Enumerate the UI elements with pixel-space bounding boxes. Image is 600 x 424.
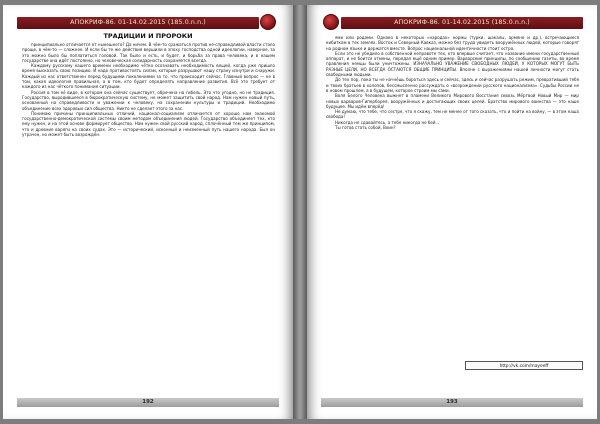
section-title: ТРАДИЦИИ И ПРОРОКИ xyxy=(103,32,193,40)
left-page-header: АПОКРИФ-86. 01-14.02.2015 (185.0.n.n.) xyxy=(17,17,259,29)
paragraph: Если это не убедило в собственной неправоте тех, кто впервые считает, что название имени государственный аппарат, и не боится отмены, передал ещё одним пример. Варварские принципы, по сообщению газеты, во время правления немцы были уничтожены. ИЗНАЧАЛЬНО УВАЖЕНИЕ СВОБОДНЫХ ЛЮДЕЙ, У КОТОРЫХ МОГУТ БЫТЬ РАЗНЫЕ ЦЕЛИ, НО ВСЕГДА ОСТАЮТСЯ ОБЩИЕ ПРИНЦИПЫ. Вполне с выражениями нашей личности могут стать свободными людьми. xyxy=(326,50,579,78)
right-page-header: АПОКРИФ-86. 01-14.02.2015 (185.0.n.n.) xyxy=(341,17,583,29)
book-gutter xyxy=(293,5,307,419)
right-footer-bar xyxy=(321,398,583,407)
paragraph: Россия в том её виде, в котором она сейчас существует, обречена на гибель. Это что угодно, но не традиция. Государство, выродившееся в бюрократическую систему, не может защитить свой народ. Нам нужен новый путь, основанный на справедливости и уважении к человеку, на сохранении культуры и традиций. Необходимо объединение всех здоровых сил общества. Никто не сделает этого за нас. xyxy=(22,89,275,111)
left-body-text xyxy=(22,42,275,390)
page-number: 193 xyxy=(446,399,458,405)
paragraph: Ты готов стать собой, Воин? xyxy=(335,125,396,131)
paragraph: ями или родами. Однако в некоторых «народах» нормы (турки, шакалы, армяне и др.), встречающиеся кибиткам в тех землях. Восток и Северный Кавказ, можно без труда увидеть вооружённых людей, которые говорят на родном языке и держатся вместе. Вопрос национальной идентичности стоит остро. xyxy=(326,35,579,51)
right-body-text xyxy=(326,35,579,390)
vk-link[interactable]: http://vk.com/mayeeff xyxy=(465,361,583,370)
paragraph: До тех пор, пока ты не начнёшь бороться здесь и сейчас, здесь и сейчас разрушать режим, превративший тебя и твоих братьев в холопов, бессмысленно рассуждать о «возрождении русского национализма». Судьбы России не в новом прошлом, а в будущем, которое строим мы сами. xyxy=(326,77,579,93)
paragraph: Каждому русскому нашего времени необходимо чётко осознавать необходимость вещей, когда уже пришло время высказать свою позицию. И надо противостоять силам, которые разрушают нашу страну изнутри и снаружи. Каждый из нас ответственен перед будущими поколениями за то, что происходит сейчас. Главный вопрос — не в том, какая идеология правильная, а в том, кто будет определять направление развития. Всё это требует от каждого из нас чёткого понимания ситуации. xyxy=(22,63,275,90)
paragraph: принципиально отличается от нынешнего? Да ничем. В чём-то сражаться против не-справедливой власти стало проще, в чём-то — сложнее. И если бы те же действия вершили в эпоху господства одной идеологии, наверное, за это можно было бы поплатиться головой. Так было и есть, и будет, и борьба за права человека, и в нашем государстве она идёт постоянно, но человеческая солидарность сохраняется всегда. xyxy=(22,42,275,63)
paragraph: Понимаю причины принципиальных отличий, национал-социализм отличается от хорошо нам знакомой государственно-демократической системы своим методом объединения людей. Государство объединяет тех, кто ему нужен, и на этой основе формирует общество. Нам нужен свой русский народ, сплочённый тем же принципом, что и древние варяги на своих судах. Это — исторический, исконный и неизменный путь нашего народа. Был он утрачен, но может быть возрождён. xyxy=(22,110,275,138)
paragraph: Не думаю, что тебе, что сестре, что я скажу, тем не менее от того сказать, что и пойти на войну, — в этом наша свобода! xyxy=(326,109,579,120)
right-page xyxy=(307,5,597,419)
page-number: 192 xyxy=(142,399,154,405)
left-footer-bar xyxy=(17,398,279,407)
paragraph: Никогда не сдавайтесь, а тебе никогда не бей... xyxy=(335,119,440,125)
emblem-icon xyxy=(260,14,276,30)
emblem-icon xyxy=(323,14,339,30)
paragraph: Воля Белого Человека выжнет в пламени Великого Мирового Восстания сквозь Мёртвой Новый Мир — мир новых варваров-Гиперборея, вооружённых и достигающих своих целей. Братство мирового воинства — это наше будущее. Мы идём вперёд! xyxy=(326,93,579,109)
left-page xyxy=(3,5,293,419)
